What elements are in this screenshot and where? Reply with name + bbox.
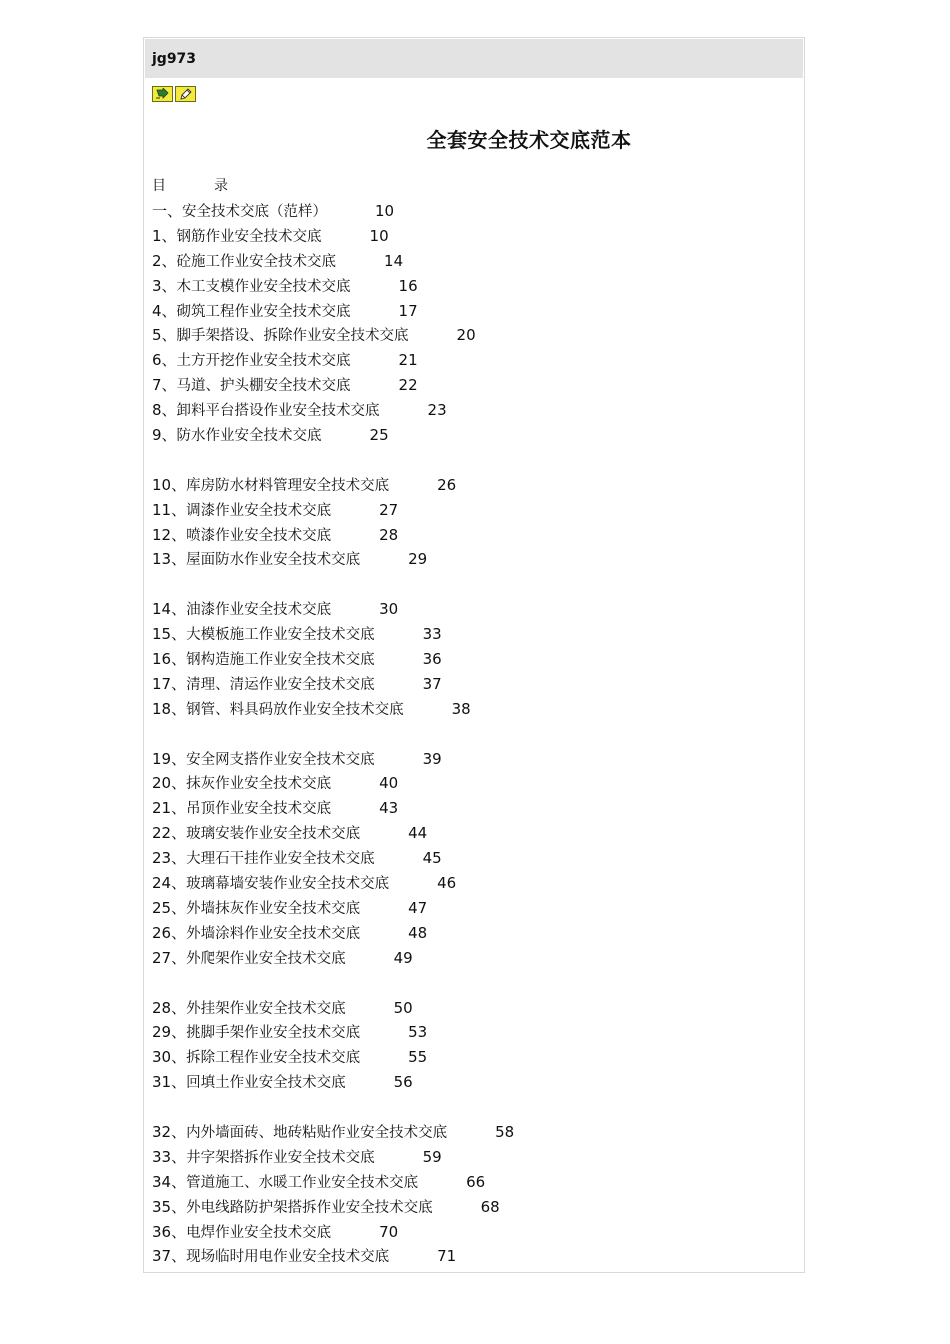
toc-entry-number: 28、	[152, 998, 187, 1017]
toc-entry-title: 抹灰作业安全技术交底	[186, 776, 332, 793]
toc-entry-number: 35、	[152, 1197, 187, 1216]
toc-entry-title: 外挂架作业安全技术交底	[186, 1000, 346, 1017]
toc-entry-title: 清理、清运作业安全技术交底	[186, 676, 375, 693]
toc-entry-page: 10	[369, 226, 389, 245]
toc-entry-page: 59	[422, 1147, 442, 1166]
toc-entry	[152, 348, 794, 373]
toc-entry-title: 防水作业安全技术交底	[176, 428, 322, 445]
toc-entry-title: 屋面防水作业安全技术交底	[186, 552, 361, 569]
toc-entry	[152, 821, 794, 846]
toc-entry	[152, 323, 794, 348]
toc-entry-title: 吊顶作业安全技术交底	[186, 801, 332, 818]
toc-entry-page: 40	[379, 774, 399, 793]
toc-entry-number: 11、	[152, 500, 187, 519]
toc-entry-number: 36、	[152, 1222, 187, 1241]
toc-entry	[152, 622, 794, 647]
toc-entry-number: 27、	[152, 948, 187, 967]
toc-entry	[152, 398, 794, 423]
toc-entry	[152, 224, 794, 249]
toc-entry-number: 一、	[152, 202, 183, 220]
toc-entry	[152, 946, 794, 971]
toc-entry-number: 34、	[152, 1172, 187, 1191]
toc-entry	[152, 996, 794, 1021]
toc-entry-title: 油漆作业安全技术交底	[186, 602, 332, 619]
toc-blank-line	[152, 971, 794, 996]
toc-entry	[152, 423, 794, 448]
document-code: jg973	[152, 51, 197, 67]
toc-entry-page: 49	[393, 948, 413, 967]
toc-entry-number: 9、	[152, 426, 177, 445]
toc-entry	[152, 523, 794, 548]
toc-entry	[152, 498, 794, 523]
toc-entry-number: 1、	[152, 226, 177, 245]
toc-entry	[152, 1244, 794, 1269]
toc-entry	[152, 299, 794, 324]
toc-entry-page: 37	[422, 674, 442, 693]
toc-heading-right: 录	[214, 178, 228, 194]
toc-entry	[152, 796, 794, 821]
toc-entry	[152, 896, 794, 921]
toc-entry-title: 外电线路防护架搭拆作业安全技术交底	[186, 1199, 433, 1216]
toc-entry-title: 管道施工、水暖工作业安全技术交底	[186, 1174, 419, 1191]
document-frame	[143, 37, 805, 1273]
toc-entry-page: 29	[408, 550, 428, 569]
toc-entry-title: 玻璃安装作业安全技术交底	[186, 826, 361, 843]
toc-entry-page: 46	[437, 874, 457, 893]
toc-entry-number: 30、	[152, 1048, 187, 1067]
toc-entry-page: 38	[451, 699, 471, 718]
toc-blank-line	[152, 1095, 794, 1120]
toc-blank-line	[152, 572, 794, 597]
toolbar	[152, 86, 196, 104]
toc-entry-title: 现场临时用电作业安全技术交底	[186, 1249, 390, 1266]
forward-arrow-icon	[155, 88, 170, 100]
toc-entry	[152, 846, 794, 871]
toc-entry-title: 砌筑工程作业安全技术交底	[176, 303, 351, 320]
toc-blank-line	[152, 722, 794, 747]
toc-entry-number: 22、	[152, 824, 187, 843]
toc-entry-number: 2、	[152, 251, 177, 270]
toc-entry-number: 15、	[152, 625, 187, 644]
toc-entry-title: 安全技术交底（范样）	[182, 204, 328, 220]
toc-entry-page: 21	[398, 351, 418, 370]
toc-entry-number: 24、	[152, 874, 187, 893]
toc-entry	[152, 1020, 794, 1045]
toc-entry-page: 44	[408, 824, 428, 843]
toc-entry-number: 3、	[152, 276, 177, 295]
toc-entry	[152, 274, 794, 299]
toc-entry-number: 12、	[152, 525, 187, 544]
table-of-contents	[152, 174, 794, 1269]
toc-entry-page: 43	[379, 799, 399, 818]
toc-entry-number: 5、	[152, 326, 177, 345]
toc-entry-title: 回填土作业安全技术交底	[186, 1075, 346, 1092]
toc-entry-page: 50	[393, 998, 413, 1017]
toc-entry-title: 钢构造施工作业安全技术交底	[186, 652, 375, 669]
toc-entry-number: 21、	[152, 799, 187, 818]
toc-entry-title: 砼施工作业安全技术交底	[176, 253, 337, 270]
document-title: 全套安全技术交底范本	[426, 128, 632, 152]
toc-entry	[152, 199, 794, 224]
toc-entry-number: 19、	[152, 749, 187, 768]
toc-entry	[152, 1170, 794, 1195]
toc-entry-page: 16	[398, 276, 418, 295]
toc-entry-title: 钢管、料具码放作业安全技术交底	[186, 701, 404, 718]
toc-entry-page: 66	[466, 1172, 486, 1191]
toc-entry-page: 33	[422, 625, 442, 644]
toc-entry-number: 25、	[152, 898, 187, 917]
toc-entry-title: 脚手架搭设、拆除作业安全技术交底	[176, 328, 409, 345]
toc-entry-number: 18、	[152, 699, 187, 718]
toc-entry-number: 37、	[152, 1247, 187, 1266]
toc-entry-title: 外爬架作业安全技术交底	[186, 950, 346, 967]
toc-entry-page: 10	[375, 202, 395, 220]
toc-entry-number: 10、	[152, 475, 187, 494]
toc-entry	[152, 597, 794, 622]
toc-entry-page: 47	[408, 898, 428, 917]
toc-entry-title: 外墙涂料作业安全技术交底	[186, 925, 361, 942]
toc-entry-number: 14、	[152, 600, 187, 619]
toc-entry-page: 39	[422, 749, 442, 768]
toc-entry-number: 29、	[152, 1023, 187, 1042]
toc-entry	[152, 1070, 794, 1095]
toc-heading	[152, 174, 794, 199]
toc-entry	[152, 697, 794, 722]
toc-entry	[152, 871, 794, 896]
toc-entry-title: 大理石干挂作业安全技术交底	[186, 851, 375, 868]
toc-entry-title: 挑脚手架作业安全技术交底	[186, 1025, 361, 1042]
toc-entry-number: 13、	[152, 550, 187, 569]
toc-entry-title: 土方开挖作业安全技术交底	[176, 353, 351, 370]
toc-entry	[152, 373, 794, 398]
toc-entry-page: 71	[437, 1247, 457, 1266]
toc-entry-number: 16、	[152, 650, 187, 669]
toc-entry	[152, 249, 794, 274]
toc-entry-title: 钢筋作业安全技术交底	[176, 228, 322, 245]
forward-arrow-button[interactable]	[152, 86, 173, 102]
toc-entry-page: 58	[495, 1122, 515, 1141]
toc-entry-page: 14	[384, 251, 404, 270]
toc-entry-title: 内外墙面砖、地砖粘贴作业安全技术交底	[186, 1124, 448, 1141]
toc-heading-left: 目	[152, 178, 166, 194]
toc-entry	[152, 672, 794, 697]
toc-blank-line	[152, 448, 794, 473]
toc-entry-number: 4、	[152, 301, 177, 320]
toc-entry-page: 48	[408, 923, 428, 942]
toc-entry-page: 53	[408, 1023, 428, 1042]
pencil-edit-icon	[178, 88, 193, 100]
toc-entry-page: 45	[422, 849, 442, 868]
toc-entry-title: 马道、护头棚安全技术交底	[176, 378, 351, 395]
toc-entry-title: 大模板施工作业安全技术交底	[186, 627, 375, 644]
toc-entry	[152, 1220, 794, 1245]
toc-entry-page: 70	[379, 1222, 399, 1241]
toc-entry-page: 25	[369, 426, 389, 445]
toc-entry	[152, 1120, 794, 1145]
toc-entry-title: 卸料平台搭设作业安全技术交底	[176, 403, 380, 420]
toc-entry-page: 30	[379, 600, 399, 619]
toc-entry-number: 6、	[152, 351, 177, 370]
toc-entry-number: 33、	[152, 1147, 187, 1166]
toc-entry	[152, 473, 794, 498]
toc-entry-title: 电焊作业安全技术交底	[186, 1224, 332, 1241]
toc-entry-number: 17、	[152, 674, 187, 693]
toc-entry-title: 调漆作业安全技术交底	[186, 502, 332, 519]
toc-entry	[152, 547, 794, 572]
toc-entry-page: 28	[379, 525, 399, 544]
toc-entry-page: 26	[437, 475, 457, 494]
toc-entry-title: 木工支模作业安全技术交底	[176, 278, 351, 295]
toc-entry-title: 拆除工程作业安全技术交底	[186, 1050, 361, 1067]
toc-entry-page: 20	[456, 326, 476, 345]
toc-entry-number: 26、	[152, 923, 187, 942]
toc-entry-page: 17	[398, 301, 418, 320]
toc-entry-number: 8、	[152, 401, 177, 420]
toc-entry-number: 23、	[152, 849, 187, 868]
toc-entry	[152, 1145, 794, 1170]
toc-entry-page: 36	[422, 650, 442, 669]
toc-entry-number: 20、	[152, 774, 187, 793]
toc-entry-page: 27	[379, 500, 399, 519]
toc-entry-title: 安全网支搭作业安全技术交底	[186, 751, 375, 768]
toc-entry-page: 22	[398, 376, 418, 395]
toc-entry	[152, 1045, 794, 1070]
toc-entry-number: 32、	[152, 1122, 187, 1141]
toc-entry-page: 55	[408, 1048, 428, 1067]
document-header-bar	[145, 39, 803, 78]
toc-entry-page: 23	[427, 401, 447, 420]
toc-entry-title: 外墙抹灰作业安全技术交底	[186, 900, 361, 917]
toc-entry-page: 56	[393, 1073, 413, 1092]
toc-entry	[152, 921, 794, 946]
toc-entry	[152, 771, 794, 796]
toc-entry	[152, 1195, 794, 1220]
toc-entry-title: 井字架搭拆作业安全技术交底	[186, 1149, 375, 1166]
toc-entry-number: 31、	[152, 1073, 187, 1092]
toc-entry	[152, 647, 794, 672]
toc-entry	[152, 747, 794, 772]
toc-entry-page: 68	[480, 1197, 500, 1216]
pencil-edit-button[interactable]	[175, 86, 196, 102]
toc-entry-number: 7、	[152, 376, 177, 395]
toc-entry-title: 玻璃幕墙安装作业安全技术交底	[186, 876, 390, 893]
toc-entry-title: 库房防水材料管理安全技术交底	[186, 477, 390, 494]
toc-entry-title: 喷漆作业安全技术交底	[186, 527, 332, 544]
